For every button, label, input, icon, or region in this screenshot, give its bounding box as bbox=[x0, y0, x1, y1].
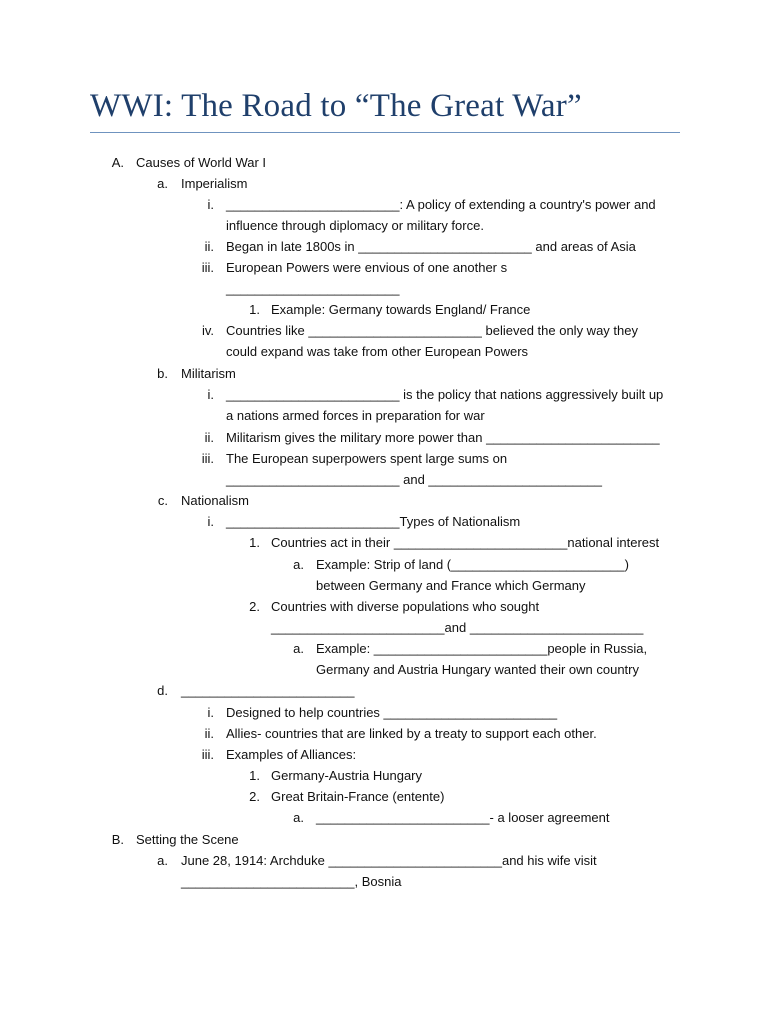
outline-marker: i. bbox=[207, 514, 214, 529]
outline-marker: i. bbox=[207, 705, 214, 720]
outline-marker: 1. bbox=[249, 302, 260, 317]
page-title: WWI: The Road to “The Great War” bbox=[90, 88, 582, 124]
outline-text: Examples of Alliances: bbox=[226, 747, 357, 762]
outline-marker: c. bbox=[157, 493, 168, 508]
outline-marker: ii. bbox=[204, 239, 214, 254]
outline-marker: i. bbox=[207, 387, 214, 402]
outline-marker: ii. bbox=[204, 430, 214, 445]
fill-in-line: ________________________ bbox=[226, 281, 400, 296]
title-divider bbox=[90, 132, 680, 133]
fill-in-line: June 28, 1914: Archduke ________________________and his wife visit bbox=[181, 853, 597, 868]
fill-in-line: Designed to help countries ________________________ bbox=[226, 705, 558, 720]
outline-text: Germany and Austria Hungary wanted their own country bbox=[316, 662, 640, 677]
outline-marker: 2. bbox=[249, 789, 260, 804]
section-heading: Setting the Scene bbox=[136, 832, 239, 847]
outline-marker: a. bbox=[293, 641, 304, 656]
fill-in-line: ________________________ bbox=[181, 683, 355, 698]
outline-text: Great Britain-France (entente) bbox=[271, 789, 445, 804]
outline-marker: iii. bbox=[201, 451, 214, 466]
outline-text: could expand was take from other European Powers bbox=[226, 344, 529, 359]
outline-text: influence through diplomacy or military force. bbox=[226, 218, 484, 233]
fill-in-line: Countries act in their ________________________national interest bbox=[271, 535, 660, 550]
outline-marker: ii. bbox=[204, 726, 214, 741]
outline-marker: B. bbox=[111, 832, 124, 847]
subsection-heading: Nationalism bbox=[181, 493, 249, 508]
fill-in-line: ________________________- a looser agreement bbox=[316, 810, 610, 825]
outline-text: Example: Germany towards England/ France bbox=[271, 302, 531, 317]
outline-marker: i. bbox=[207, 197, 214, 212]
outline-marker: iii. bbox=[201, 260, 214, 275]
subsection-heading: Imperialism bbox=[181, 176, 248, 191]
fill-in-line: Began in late 1800s in ________________________ and areas of Asia bbox=[226, 239, 636, 254]
outline-marker: 2. bbox=[249, 599, 260, 614]
outline-marker: b. bbox=[157, 366, 168, 381]
outline-text: Germany-Austria Hungary bbox=[271, 768, 422, 783]
outline-marker: A. bbox=[111, 155, 124, 170]
fill-in-line: Example: Strip of land (________________________) bbox=[316, 557, 629, 572]
outline-marker: a. bbox=[293, 810, 304, 825]
outline-text: The European superpowers spent large sums on bbox=[226, 451, 508, 466]
outline-marker: a. bbox=[293, 557, 304, 572]
outline-marker: 1. bbox=[249, 768, 260, 783]
fill-in-line: ________________________ and ________________________ bbox=[226, 472, 602, 487]
fill-in-line: ________________________ is the policy that nations aggressively built up bbox=[226, 387, 664, 402]
fill-in-line: Example: ________________________people in Russia, bbox=[316, 641, 648, 656]
fill-in-line: ________________________and ________________________ bbox=[271, 620, 644, 635]
outline-text: European Powers were envious of one another s bbox=[226, 260, 508, 275]
section-heading: Causes of World War I bbox=[136, 155, 267, 170]
subsection-heading: Militarism bbox=[181, 366, 236, 381]
fill-in-line: ________________________, Bosnia bbox=[181, 874, 402, 889]
outline-marker: iii. bbox=[201, 747, 214, 762]
outline-marker: d. bbox=[157, 683, 168, 698]
outline-marker: 1. bbox=[249, 535, 260, 550]
outline-text: Countries with diverse populations who sought bbox=[271, 599, 540, 614]
outline-marker: a. bbox=[157, 176, 168, 191]
fill-in-line: ________________________Types of Nationalism bbox=[226, 514, 521, 529]
outline-text: Allies- countries that are linked by a treaty to support each other. bbox=[226, 726, 597, 741]
fill-in-line: ________________________: A policy of extending a country's power and bbox=[226, 197, 656, 212]
fill-in-line: Countries like ________________________ believed the only way they bbox=[226, 323, 638, 338]
outline-marker: a. bbox=[157, 853, 168, 868]
fill-in-line: Militarism gives the military more power than ________________________ bbox=[226, 430, 660, 445]
outline-marker: iv. bbox=[201, 323, 214, 338]
outline-text: a nations armed forces in preparation for war bbox=[226, 408, 485, 423]
outline-text: between Germany and France which Germany bbox=[316, 578, 586, 593]
